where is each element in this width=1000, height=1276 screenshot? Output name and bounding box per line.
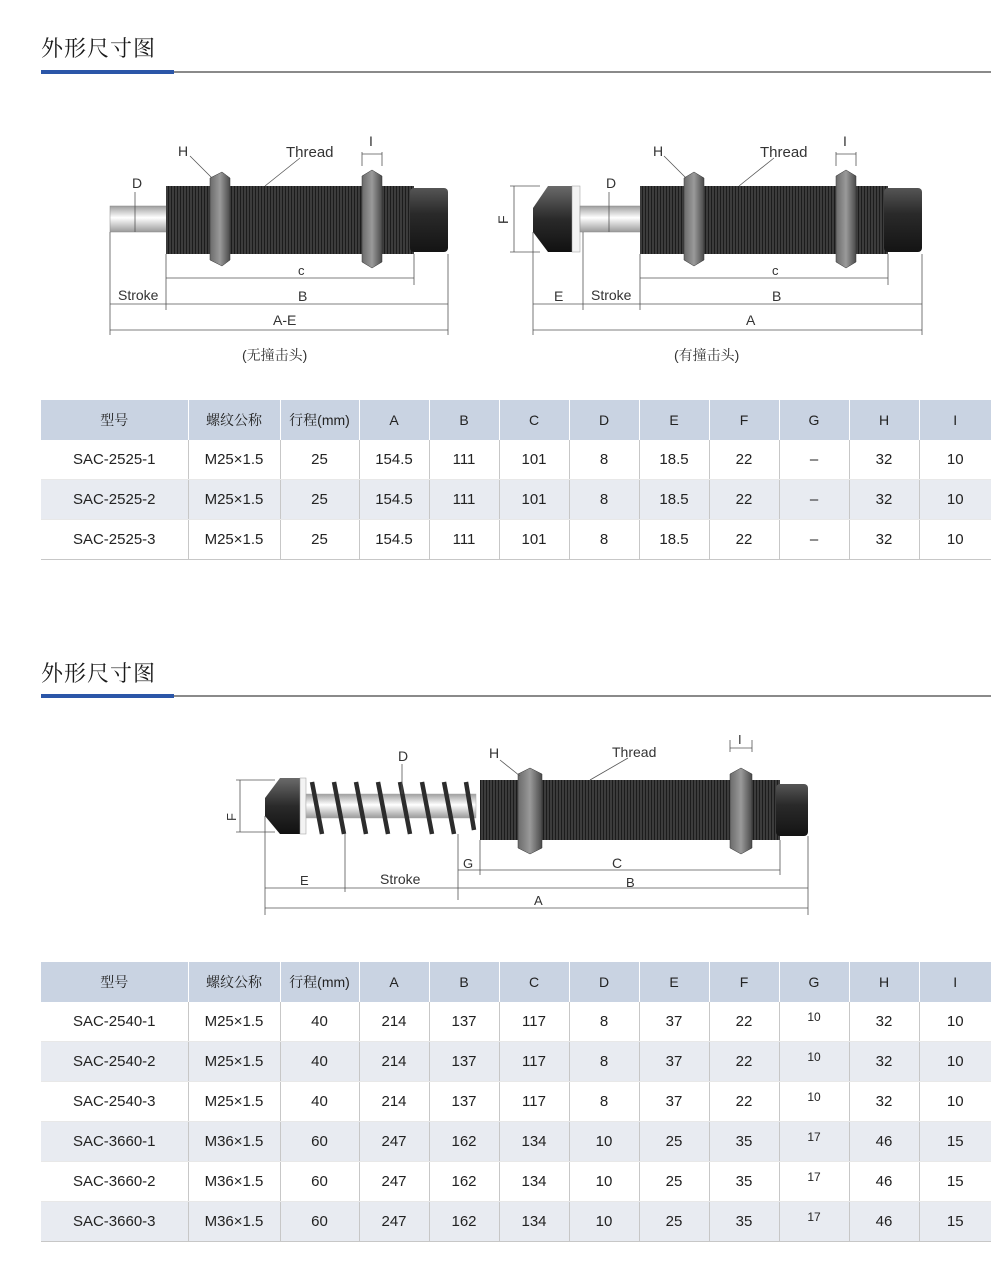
hex-nut-front-2: [684, 172, 704, 266]
cell-a: 214: [359, 1082, 429, 1122]
caption-with-head: (有撞击头): [674, 347, 740, 363]
cell-model: SAC-3660-3: [41, 1202, 188, 1242]
cell-stroke: 40: [280, 1042, 359, 1082]
cell-e: 18.5: [639, 520, 709, 560]
cell-g-value: 17: [807, 1170, 821, 1184]
label-B-2: B: [772, 288, 782, 304]
cell-a: 247: [359, 1122, 429, 1162]
cell-d: 8: [569, 1042, 639, 1082]
cell-i: 15: [919, 1202, 991, 1242]
col-header: I: [919, 962, 991, 1002]
label-A: A: [746, 312, 756, 328]
table-row: [41, 1042, 991, 1082]
rear-cylinder: [410, 188, 448, 252]
cell-stroke: 40: [280, 1082, 359, 1122]
cell-i: 15: [919, 1122, 991, 1162]
cell-stroke: 25: [280, 520, 359, 560]
shock-absorber-with-head: [533, 170, 922, 268]
cell-b: 111: [429, 520, 499, 560]
cell-b: 137: [429, 1082, 499, 1122]
impact-head-washer: [572, 186, 580, 252]
cell-h: 32: [849, 1082, 919, 1122]
cell-stroke: 60: [280, 1202, 359, 1242]
cell-b: 111: [429, 440, 499, 480]
cell-d: 8: [569, 440, 639, 480]
table-row: [41, 1122, 991, 1162]
cell-a: 247: [359, 1202, 429, 1242]
cell-stroke: 25: [280, 440, 359, 480]
cell-g: –: [779, 520, 849, 560]
cell-thread: M25×1.5: [188, 480, 280, 520]
cell-g: [779, 1122, 849, 1162]
cell-h: 32: [849, 520, 919, 560]
label-B: B: [298, 288, 308, 304]
label-A: A: [534, 893, 543, 908]
cell-f: 35: [709, 1202, 779, 1242]
col-header: 型号: [41, 400, 188, 440]
cell-g-value: 10: [807, 1090, 821, 1104]
cell-h: 46: [849, 1122, 919, 1162]
label-c-2: c: [772, 263, 779, 278]
cell-f: 22: [709, 480, 779, 520]
label-thread: Thread: [612, 744, 657, 760]
cell-i: 10: [919, 440, 991, 480]
cell-g-value: 10: [807, 1010, 821, 1024]
cell-a: 154.5: [359, 440, 429, 480]
impact-head-washer: [300, 778, 306, 834]
cell-d: 10: [569, 1122, 639, 1162]
cell-e: 25: [639, 1162, 709, 1202]
cell-h: 46: [849, 1162, 919, 1202]
cell-c: 117: [499, 1002, 569, 1042]
cell-g: [779, 1042, 849, 1082]
section-1-accent-bar: [41, 70, 174, 74]
label-E: E: [554, 288, 564, 304]
cell-a: 214: [359, 1042, 429, 1082]
col-header: F: [709, 400, 779, 440]
label-E: E: [300, 873, 309, 888]
cell-stroke: 25: [280, 480, 359, 520]
cell-e: 37: [639, 1002, 709, 1042]
cell-h: 32: [849, 480, 919, 520]
cell-b: 111: [429, 480, 499, 520]
cell-i: 15: [919, 1162, 991, 1202]
section-2-dimension-drawing: [0, 730, 1000, 920]
cell-model: SAC-2540-3: [41, 1082, 188, 1122]
label-I-2: I: [843, 133, 847, 149]
cell-g: [779, 1202, 849, 1242]
cell-thread: M36×1.5: [188, 1202, 280, 1242]
cell-f: 22: [709, 1002, 779, 1042]
label-D: D: [132, 175, 143, 191]
col-header: A: [359, 400, 429, 440]
section-1-title: 外形尺寸图: [41, 37, 157, 62]
cell-d: 8: [569, 520, 639, 560]
cell-b: 137: [429, 1042, 499, 1082]
table-row: [41, 520, 991, 560]
label-I: I: [738, 732, 742, 747]
cell-c: 117: [499, 1042, 569, 1082]
hex-nut-rear-2: [836, 170, 856, 268]
label-A-E: A-E: [273, 312, 297, 328]
cell-i: 10: [919, 1042, 991, 1082]
cell-model: SAC-2525-1: [41, 440, 188, 480]
label-thread-2: Thread: [760, 144, 808, 161]
section-1-dimension-drawing: [0, 120, 1000, 370]
cell-c: 134: [499, 1202, 569, 1242]
label-stroke-2: Stroke: [591, 287, 632, 303]
cell-stroke: 40: [280, 1002, 359, 1042]
col-header: D: [569, 400, 639, 440]
label-H: H: [489, 745, 500, 761]
col-header: C: [499, 962, 569, 1002]
cell-g: [779, 1002, 849, 1042]
col-header: D: [569, 962, 639, 1002]
cell-c: 101: [499, 520, 569, 560]
col-header: B: [429, 962, 499, 1002]
cell-model: SAC-3660-2: [41, 1162, 188, 1202]
col-header: 螺纹公称: [188, 400, 280, 440]
section-2-divider: [41, 695, 991, 697]
cell-i: 10: [919, 480, 991, 520]
cell-f: 22: [709, 520, 779, 560]
cell-b: 162: [429, 1122, 499, 1162]
cell-g: [779, 1162, 849, 1202]
cell-i: 10: [919, 1002, 991, 1042]
cell-e: 25: [639, 1202, 709, 1242]
cell-f: 22: [709, 1082, 779, 1122]
cell-model: SAC-2540-1: [41, 1002, 188, 1042]
label-F: F: [224, 813, 239, 821]
cell-g-value: 17: [807, 1130, 821, 1144]
cell-e: 37: [639, 1042, 709, 1082]
label-F: F: [495, 215, 511, 224]
hex-nut-rear: [362, 170, 382, 268]
impact-head: [265, 778, 300, 834]
cell-f: 35: [709, 1162, 779, 1202]
table-row: [41, 1082, 991, 1122]
cell-c: 101: [499, 480, 569, 520]
label-H: H: [178, 143, 189, 159]
col-header: E: [639, 400, 709, 440]
piston-rod-2: [580, 206, 642, 232]
cell-h: 32: [849, 1002, 919, 1042]
hex-nut-front: [210, 172, 230, 266]
label-stroke: Stroke: [380, 871, 421, 887]
cell-thread: M25×1.5: [188, 520, 280, 560]
cell-thread: M25×1.5: [188, 1042, 280, 1082]
col-header: 螺纹公称: [188, 962, 280, 1002]
col-header: 行程(mm): [280, 962, 359, 1002]
cell-g-value: 10: [807, 1050, 821, 1064]
cell-d: 8: [569, 480, 639, 520]
label-D-2: D: [606, 175, 617, 191]
cell-thread: M36×1.5: [188, 1122, 280, 1162]
label-H-2: H: [653, 143, 664, 159]
table-row: [41, 1202, 991, 1242]
cell-a: 154.5: [359, 480, 429, 520]
cell-g-value: 17: [807, 1210, 821, 1224]
cell-b: 162: [429, 1202, 499, 1242]
col-header: 型号: [41, 962, 188, 1002]
table-row: [41, 440, 991, 480]
label-C: C: [612, 855, 623, 871]
cell-model: SAC-2540-2: [41, 1042, 188, 1082]
cell-i: 10: [919, 1082, 991, 1122]
section-2-accent-bar: [41, 694, 174, 698]
cell-h: 32: [849, 440, 919, 480]
cell-stroke: 60: [280, 1122, 359, 1162]
cell-a: 247: [359, 1162, 429, 1202]
label-thread: Thread: [286, 144, 334, 161]
shock-absorber-no-head: [110, 170, 448, 268]
hex-nut-front: [518, 768, 542, 854]
cell-b: 162: [429, 1162, 499, 1202]
rear-cylinder: [776, 784, 808, 836]
cell-h: 32: [849, 1042, 919, 1082]
col-header: E: [639, 962, 709, 1002]
cell-d: 10: [569, 1202, 639, 1242]
cell-g: [779, 1082, 849, 1122]
cell-g: –: [779, 440, 849, 480]
caption-no-head: (无撞击头): [242, 347, 308, 363]
label-B: B: [626, 875, 635, 890]
cell-e: 18.5: [639, 440, 709, 480]
section-1-divider: [41, 71, 991, 73]
cell-f: 35: [709, 1122, 779, 1162]
cell-b: 137: [429, 1002, 499, 1042]
label-G: G: [463, 856, 474, 871]
col-header: H: [849, 962, 919, 1002]
col-header: F: [709, 962, 779, 1002]
cell-e: 18.5: [639, 480, 709, 520]
spec-table-2: [41, 962, 991, 1242]
cell-d: 10: [569, 1162, 639, 1202]
cell-e: 25: [639, 1122, 709, 1162]
rear-cylinder-2: [884, 188, 922, 252]
impact-head: [533, 186, 572, 252]
table-row: [41, 480, 991, 520]
hex-nut-rear: [730, 768, 752, 854]
cell-c: 134: [499, 1122, 569, 1162]
col-header: 行程(mm): [280, 400, 359, 440]
table-header-row: [41, 400, 991, 440]
shock-absorber-with-spring: [265, 768, 808, 854]
table-row: [41, 1002, 991, 1042]
cell-c: 117: [499, 1082, 569, 1122]
spec-table-1: [41, 400, 991, 560]
cell-c: 101: [499, 440, 569, 480]
cell-d: 8: [569, 1082, 639, 1122]
col-header: G: [779, 400, 849, 440]
cell-f: 22: [709, 440, 779, 480]
cell-h: 46: [849, 1202, 919, 1242]
cell-model: SAC-3660-1: [41, 1122, 188, 1162]
table-row: [41, 1162, 991, 1202]
col-header: G: [779, 962, 849, 1002]
col-header: C: [499, 400, 569, 440]
piston-rod: [110, 206, 168, 232]
col-header: I: [919, 400, 991, 440]
cell-i: 10: [919, 520, 991, 560]
cell-model: SAC-2525-3: [41, 520, 188, 560]
cell-a: 154.5: [359, 520, 429, 560]
cell-thread: M25×1.5: [188, 1002, 280, 1042]
col-header: A: [359, 962, 429, 1002]
cell-g: –: [779, 480, 849, 520]
cell-f: 22: [709, 1042, 779, 1082]
col-header: H: [849, 400, 919, 440]
section-2-title: 外形尺寸图: [41, 662, 157, 687]
cell-d: 8: [569, 1002, 639, 1042]
label-stroke: Stroke: [118, 287, 159, 303]
col-header: B: [429, 400, 499, 440]
cell-e: 37: [639, 1082, 709, 1122]
label-c: c: [298, 263, 305, 278]
label-D: D: [398, 748, 409, 764]
table-header-row: [41, 962, 991, 1002]
cell-thread: M36×1.5: [188, 1162, 280, 1202]
cell-thread: M25×1.5: [188, 1082, 280, 1122]
cell-a: 214: [359, 1002, 429, 1042]
cell-thread: M25×1.5: [188, 440, 280, 480]
cell-model: SAC-2525-2: [41, 480, 188, 520]
cell-stroke: 60: [280, 1162, 359, 1202]
cell-c: 134: [499, 1162, 569, 1202]
label-I: I: [369, 133, 373, 149]
